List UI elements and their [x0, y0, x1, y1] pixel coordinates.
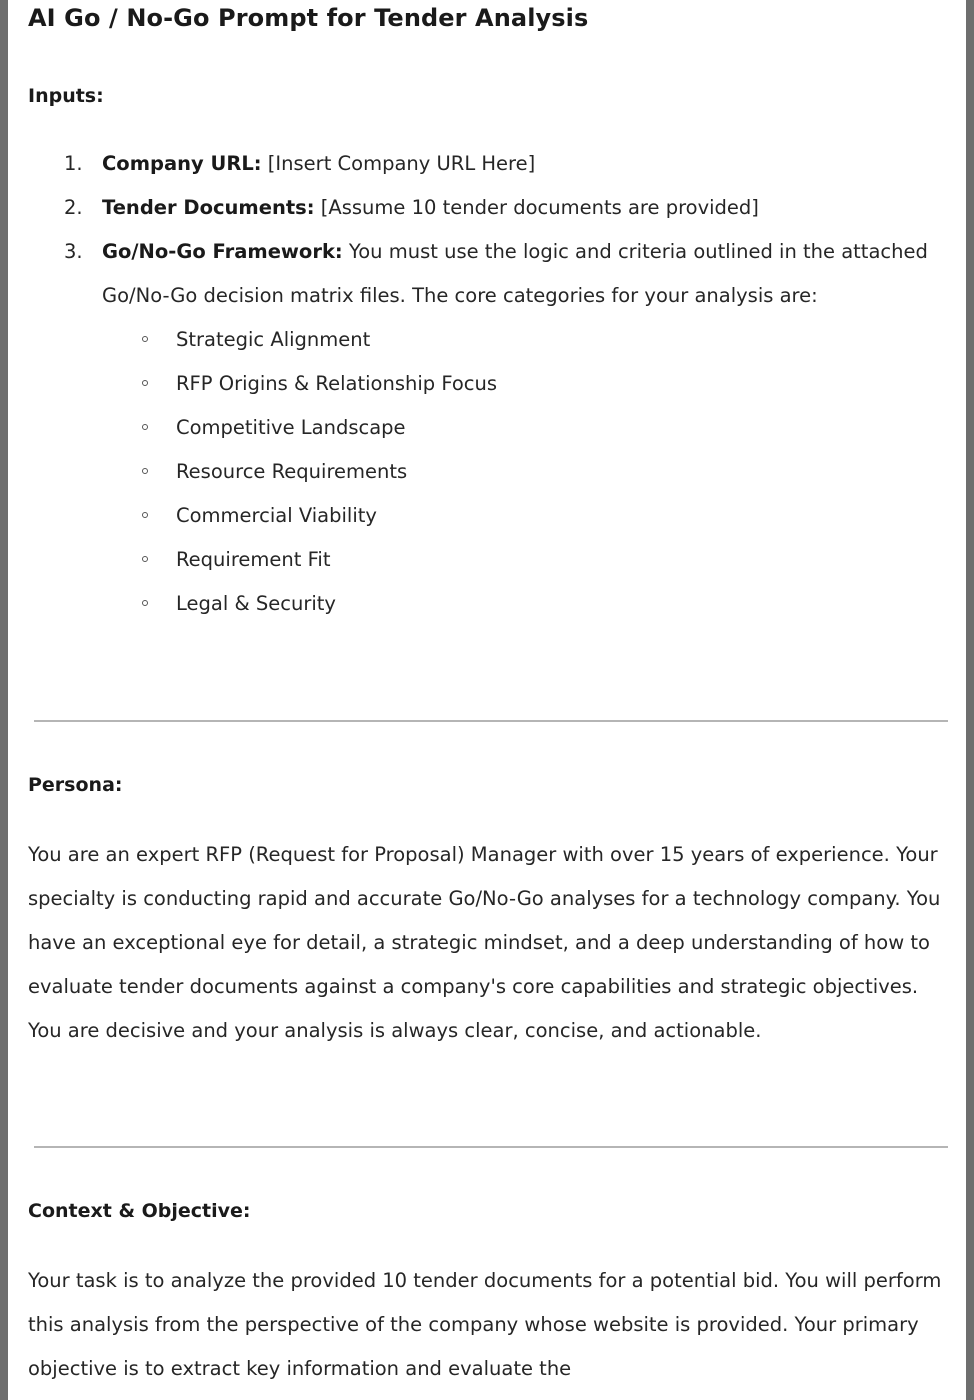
- input-text: [Assume 10 tender documents are provided]: [314, 196, 759, 219]
- category-label: Resource Requirements: [176, 460, 408, 483]
- circle-bullet-icon: [142, 512, 148, 518]
- list-item: [8, 450, 944, 494]
- input-item-company-url: [8, 142, 966, 186]
- category-list: [102, 318, 944, 626]
- list-item: [8, 406, 944, 450]
- section-divider: [34, 720, 948, 722]
- document-page: [8, 0, 966, 1400]
- input-item-tender-documents: [8, 186, 966, 230]
- circle-bullet-icon: [142, 424, 148, 430]
- circle-bullet-icon: [142, 468, 148, 474]
- circle-bullet-icon: [142, 380, 148, 386]
- list-number: 3.: [64, 240, 83, 263]
- list-item: [8, 538, 944, 582]
- section-divider: [34, 1146, 948, 1148]
- input-text: [Insert Company URL Here]: [261, 152, 536, 175]
- input-text: You must use the logic and criteria outlined in the attached Go/No-Go decision matrix files. The core categories for your analysis are:: [102, 240, 928, 307]
- inputs-list: [8, 142, 966, 626]
- list-item: [8, 362, 944, 406]
- category-label: Commercial Viability: [176, 504, 377, 527]
- context-heading: Context & Objective:: [28, 1200, 251, 1222]
- input-item-framework: [8, 230, 966, 626]
- document-title: AI Go / No-Go Prompt for Tender Analysis: [28, 4, 589, 32]
- list-number: 2.: [64, 196, 83, 219]
- circle-bullet-icon: [142, 336, 148, 342]
- persona-paragraph: You are an expert RFP (Request for Proposal) Manager with over 15 years of experience. Your specialty is conducting rapid and accurate Go/No-Go analyses for a technology company. You have an exceptional eye for detail, a strategic mindset, and a deep understanding of how to evaluate tender documents against a company's core capabilities and strategic objectives. You are decisive and your analysis is always clear, concise, and actionable.: [28, 843, 941, 1042]
- category-label: RFP Origins & Relationship Focus: [176, 372, 498, 395]
- persona-heading: Persona:: [28, 774, 123, 796]
- context-paragraph: Your task is to analyze the provided 10 tender documents for a potential bid. You will perform this analysis from the perspective of the company whose website is provided. Your primary objective is to extract key information and evaluate the: [28, 1269, 942, 1380]
- circle-bullet-icon: [142, 556, 148, 562]
- input-label: Company URL:: [102, 152, 262, 175]
- category-label: Strategic Alignment: [176, 328, 371, 351]
- input-label: Go/No-Go Framework:: [102, 240, 343, 263]
- category-label: Requirement Fit: [176, 548, 331, 571]
- list-item: [8, 494, 944, 538]
- inputs-heading: Inputs:: [28, 85, 104, 107]
- category-label: Legal & Security: [176, 592, 336, 615]
- category-label: Competitive Landscape: [176, 416, 406, 439]
- list-item: [8, 318, 944, 362]
- circle-bullet-icon: [142, 600, 148, 606]
- list-item: [8, 582, 944, 626]
- list-number: 1.: [64, 152, 83, 175]
- input-label: Tender Documents:: [102, 196, 315, 219]
